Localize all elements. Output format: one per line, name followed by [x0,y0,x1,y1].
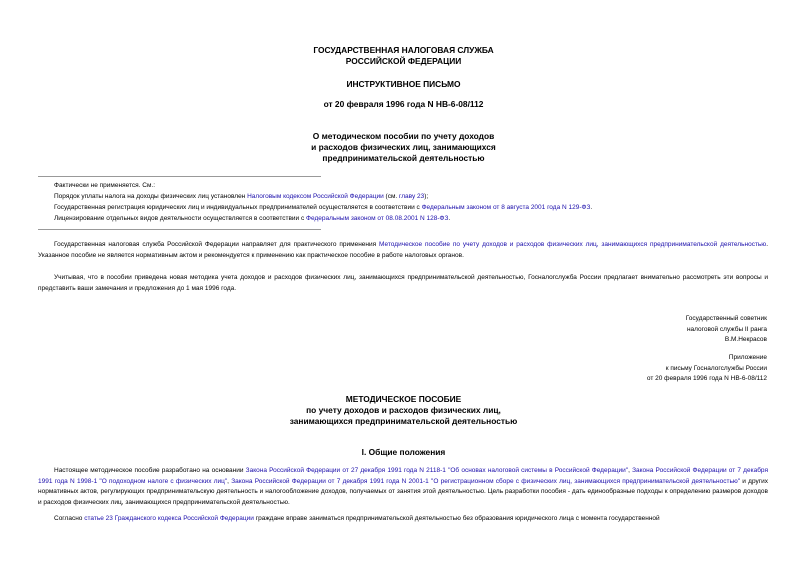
agency-line-1: ГОСУДАРСТВЕННАЯ НАЛОГОВАЯ СЛУЖБА [313,45,494,55]
manual-title-1: МЕТОДИЧЕСКОЕ ПОСОБИЕ [345,394,462,404]
note-registration [54,203,592,212]
notes-top-divider [38,176,321,177]
appendix-block [647,353,767,385]
appendix-ref: к письму Госналогслужбы России [665,364,767,372]
paragraph-text: . Указанное пособие не является нормативным актом и рекомендуется к применению как практическое пособие в работе налоговых органов. [38,241,768,259]
paragraph-text: , [628,467,633,474]
paragraph-text: Настоящее методическое пособие разработано на основании [54,467,246,474]
notes-bottom-divider [38,229,321,230]
paragraph-text: граждане вправе заниматься предпринимательской деятельностью без образования юридического лица с момента государственной [253,515,660,522]
note-text: . [448,215,451,222]
paragraph-text: , [227,477,232,485]
signature-block [686,314,767,346]
manual-title-3: занимающихся предпринимательской деятельностью [289,416,518,426]
doc-date: от 20 февраля 1996 года N НВ-6-08/112 [323,99,484,109]
paragraph-direction [38,240,768,261]
paragraph-basis [38,466,768,508]
signature-title: Государственный советник [685,315,767,322]
subject-line-2: и расходов физических лиц, занимающихся [311,142,496,152]
paragraph-text: Государственная налоговая служба Российской Федерации направляет для практического применения [54,241,380,248]
appendix-date: от 20 февраля 1996 года N НВ-6-08/112 [646,375,767,382]
manual-title-2: по учету доходов и расходов физических лиц, [306,405,501,415]
subject-line-1: О методическом пособии по учету доходов [312,131,495,141]
law-2001-1-link[interactable]: Закона Российской Федерации от 7 декабря 1991 года N 2001-1 "О регистрационном сборе с физических лиц, занимающихся предпринимательской деятельностью" [231,477,741,485]
manual-link[interactable]: Методическое пособие по учету доходов и расходов физических лиц, занимающихся предпринимательской деятельностью [379,241,767,248]
chapter-23-link[interactable]: главу 23 [399,193,425,200]
note-text: . [590,204,593,211]
paragraph-text: Согласно [54,515,85,522]
subject-line-3: предпринимательской деятельностью [322,153,485,163]
civil-code-article-23-link[interactable]: статье 23 Гражданского кодекса Российской Федерации [84,515,254,522]
note-text: Государственная регистрация юридических лиц и индивидуальных предпринимателей осуществляется в соответствии с [54,204,422,211]
tax-code-link[interactable]: Налоговым кодексом Российской Федерации [247,193,384,200]
appendix-label: Приложение [728,354,767,361]
signature-rank: налоговой службы II ранга [686,325,767,333]
paragraph-text: Учитывая, что в пособии приведена новая методика учета доходов и расходов физических лиц, занимающихся предпринимательской деятельностью, Госналогслужба России предлагает внимательно рассмотреть эти вопросы и представить ваши замечания и предложения до 1 мая 1996 года. [38,274,768,292]
note-text: Фактически не применяется. См.: [54,182,156,189]
note-text: (см. [383,193,400,200]
law-129-fz-link[interactable]: Федеральным законом от 8 августа 2001 года N 129-ФЗ [421,204,591,211]
section-heading: I. Общие положения [361,447,446,457]
signature-name: В.М.Некрасов [724,336,767,343]
law-128-fz-link[interactable]: Федеральным законом от 08.08.2001 N 128-ФЗ [306,215,449,222]
note-licensing [54,214,450,223]
paragraph-text: и других нормативных актов, регулирующих предпринимательскую деятельность и налогообложение доходов, получаемых от занятия этой деятельностью. Цель разработки пособия - дать единообразные подходы к определению размеров доходов и расходов физических лиц, занимающихся предпринимательской деятельностью. [38,477,768,506]
note-text: Порядок уплаты налога на доходы физических лиц установлен [54,193,248,200]
paragraph-civil-code [38,514,768,525]
doc-type: ИНСТРУКТИВНОЕ ПИСЬМО [346,79,461,89]
note-not-applied [54,181,155,190]
note-tax-code [54,192,428,201]
agency-line-2: РОССИЙСКОЙ ФЕДЕРАЦИИ [345,56,462,66]
paragraph-request [38,273,768,294]
law-1998-1-link[interactable]: Закона Российской Федерации от 7 декабря 1991 года N 1998-1 "О подоходном налоге с физических лиц" [38,467,768,485]
law-2118-1-link[interactable]: Закона Российской Федерации от 27 декабря 1991 года N 2118-1 "Об основах налоговой системы в Российской Федерации" [245,467,629,474]
note-text: ); [424,193,429,200]
note-text: Лицензирование отдельных видов деятельности осуществляется в соответствии с [54,215,307,222]
